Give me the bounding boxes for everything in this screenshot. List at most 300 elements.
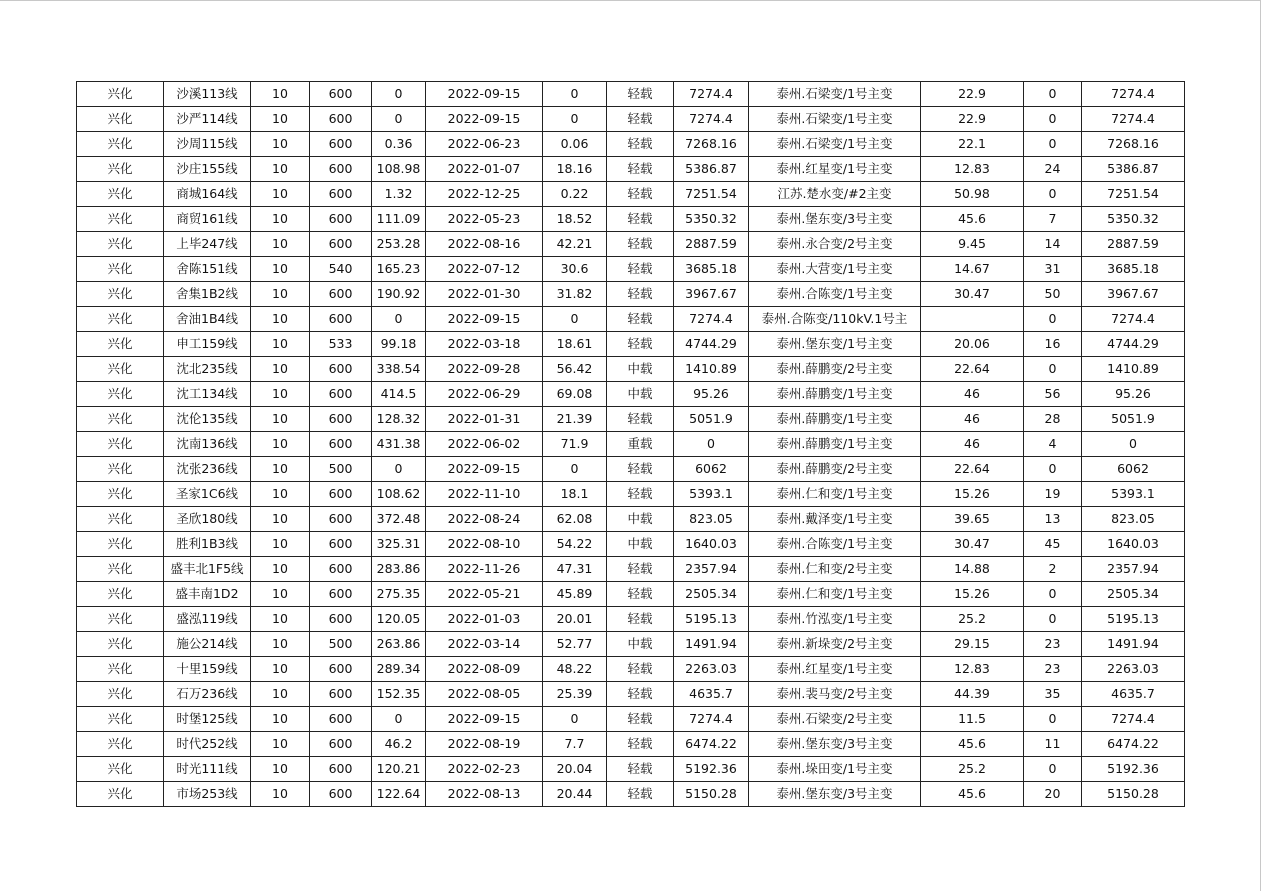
transformer-cell: 泰州.大营变/1号主变	[749, 257, 921, 282]
table-row	[77, 282, 1185, 307]
remaining-capacity-cell: 5051.9	[1082, 407, 1185, 432]
transformer-load-rate-cell: 20.06	[921, 332, 1024, 357]
transformer-load-rate-cell: 45.6	[921, 207, 1024, 232]
load-status-cell: 中载	[607, 507, 674, 532]
load-status-cell: 轻载	[607, 232, 674, 257]
line-name-cell: 时堡125线	[164, 707, 251, 732]
available-capacity-cell: 5051.9	[674, 407, 749, 432]
max-load-cell: 122.64	[372, 782, 426, 807]
date-cell: 2022-06-02	[426, 432, 543, 457]
transformer-cell: 泰州.薛鹏变/1号主变	[749, 382, 921, 407]
table-row	[77, 632, 1185, 657]
capacity-cell: 600	[310, 507, 372, 532]
remaining-capacity-cell: 5195.13	[1082, 607, 1185, 632]
user-count-cell: 0	[1024, 607, 1082, 632]
capacity-cell: 533	[310, 332, 372, 357]
load-rate-cell: 20.04	[543, 757, 607, 782]
load-rate-cell: 47.31	[543, 557, 607, 582]
capacity-cell: 600	[310, 357, 372, 382]
max-load-cell: 108.62	[372, 482, 426, 507]
voltage-cell: 10	[251, 132, 310, 157]
voltage-cell: 10	[251, 407, 310, 432]
voltage-cell: 10	[251, 707, 310, 732]
table-row	[77, 532, 1185, 557]
capacity-cell: 540	[310, 257, 372, 282]
transformer-load-rate-cell: 12.83	[921, 657, 1024, 682]
load-status-cell: 重载	[607, 432, 674, 457]
load-rate-cell: 21.39	[543, 407, 607, 432]
line-name-cell: 时光111线	[164, 757, 251, 782]
transformer-load-rate-cell: 46	[921, 407, 1024, 432]
district-cell: 兴化	[77, 707, 164, 732]
load-rate-cell: 18.1	[543, 482, 607, 507]
voltage-cell: 10	[251, 182, 310, 207]
transformer-cell: 泰州.戴泽变/1号主变	[749, 507, 921, 532]
capacity-cell: 600	[310, 582, 372, 607]
transformer-cell: 泰州.合陈变/1号主变	[749, 532, 921, 557]
transformer-cell: 泰州.永合变/2号主变	[749, 232, 921, 257]
user-count-cell: 0	[1024, 582, 1082, 607]
remaining-capacity-cell: 6062	[1082, 457, 1185, 482]
capacity-cell: 600	[310, 557, 372, 582]
voltage-cell: 10	[251, 332, 310, 357]
available-capacity-cell: 4744.29	[674, 332, 749, 357]
voltage-cell: 10	[251, 782, 310, 807]
transformer-load-rate-cell: 15.26	[921, 582, 1024, 607]
remaining-capacity-cell: 2263.03	[1082, 657, 1185, 682]
transformer-load-rate-cell: 22.1	[921, 132, 1024, 157]
user-count-cell: 0	[1024, 182, 1082, 207]
voltage-cell: 10	[251, 157, 310, 182]
remaining-capacity-cell: 6474.22	[1082, 732, 1185, 757]
line-name-cell: 市场253线	[164, 782, 251, 807]
load-status-cell: 轻载	[607, 82, 674, 107]
transformer-load-rate-cell: 50.98	[921, 182, 1024, 207]
date-cell: 2022-09-15	[426, 707, 543, 732]
load-status-cell: 轻载	[607, 607, 674, 632]
voltage-cell: 10	[251, 757, 310, 782]
transformer-cell: 泰州.竹泓变/1号主变	[749, 607, 921, 632]
load-status-cell: 轻载	[607, 182, 674, 207]
line-name-cell: 沈张236线	[164, 457, 251, 482]
user-count-cell: 19	[1024, 482, 1082, 507]
transformer-cell: 泰州.堡东变/3号主变	[749, 207, 921, 232]
district-cell: 兴化	[77, 557, 164, 582]
load-rate-cell: 0	[543, 307, 607, 332]
user-count-cell: 16	[1024, 332, 1082, 357]
available-capacity-cell: 0	[674, 432, 749, 457]
user-count-cell: 0	[1024, 707, 1082, 732]
transformer-cell: 泰州.石梁变/1号主变	[749, 132, 921, 157]
transformer-load-rate-cell: 12.83	[921, 157, 1024, 182]
user-count-cell: 23	[1024, 632, 1082, 657]
available-capacity-cell: 6062	[674, 457, 749, 482]
date-cell: 2022-08-09	[426, 657, 543, 682]
load-status-cell: 轻载	[607, 332, 674, 357]
table-row	[77, 582, 1185, 607]
table-row	[77, 657, 1185, 682]
user-count-cell: 4	[1024, 432, 1082, 457]
district-cell: 兴化	[77, 132, 164, 157]
load-status-cell: 中载	[607, 357, 674, 382]
transformer-cell: 泰州.红星变/1号主变	[749, 657, 921, 682]
user-count-cell: 24	[1024, 157, 1082, 182]
remaining-capacity-cell: 5386.87	[1082, 157, 1185, 182]
transformer-load-rate-cell: 39.65	[921, 507, 1024, 532]
user-count-cell: 0	[1024, 107, 1082, 132]
transformer-load-rate-cell: 15.26	[921, 482, 1024, 507]
transformer-load-rate-cell: 14.67	[921, 257, 1024, 282]
available-capacity-cell: 5386.87	[674, 157, 749, 182]
load-status-cell: 轻载	[607, 207, 674, 232]
capacity-cell: 600	[310, 757, 372, 782]
load-status-cell: 轻载	[607, 682, 674, 707]
available-capacity-cell: 7274.4	[674, 107, 749, 132]
date-cell: 2022-09-15	[426, 457, 543, 482]
transformer-cell: 泰州.石梁变/1号主变	[749, 82, 921, 107]
available-capacity-cell: 5393.1	[674, 482, 749, 507]
remaining-capacity-cell: 4744.29	[1082, 332, 1185, 357]
line-name-cell: 上毕247线	[164, 232, 251, 257]
load-status-cell: 轻载	[607, 282, 674, 307]
available-capacity-cell: 2505.34	[674, 582, 749, 607]
transformer-load-rate-cell: 22.64	[921, 457, 1024, 482]
date-cell: 2022-01-07	[426, 157, 543, 182]
available-capacity-cell: 2887.59	[674, 232, 749, 257]
line-name-cell: 沙严114线	[164, 107, 251, 132]
capacity-cell: 600	[310, 307, 372, 332]
line-name-cell: 十里159线	[164, 657, 251, 682]
district-cell: 兴化	[77, 232, 164, 257]
capacity-cell: 500	[310, 632, 372, 657]
line-name-cell: 商贸161线	[164, 207, 251, 232]
district-cell: 兴化	[77, 332, 164, 357]
capacity-cell: 600	[310, 157, 372, 182]
voltage-cell: 10	[251, 382, 310, 407]
district-cell: 兴化	[77, 457, 164, 482]
capacity-cell: 600	[310, 382, 372, 407]
date-cell: 2022-09-15	[426, 307, 543, 332]
voltage-cell: 10	[251, 482, 310, 507]
voltage-cell: 10	[251, 357, 310, 382]
voltage-cell: 10	[251, 732, 310, 757]
available-capacity-cell: 3967.67	[674, 282, 749, 307]
transformer-cell: 泰州.垛田变/1号主变	[749, 757, 921, 782]
line-name-cell: 舍油1B4线	[164, 307, 251, 332]
date-cell: 2022-12-25	[426, 182, 543, 207]
transformer-load-rate-cell: 46	[921, 432, 1024, 457]
line-name-cell: 施公214线	[164, 632, 251, 657]
load-rate-cell: 0	[543, 707, 607, 732]
remaining-capacity-cell: 7274.4	[1082, 307, 1185, 332]
table-row	[77, 207, 1185, 232]
load-status-cell: 轻载	[607, 657, 674, 682]
line-name-cell: 沈南136线	[164, 432, 251, 457]
load-rate-cell: 0	[543, 107, 607, 132]
max-load-cell: 431.38	[372, 432, 426, 457]
user-count-cell: 0	[1024, 357, 1082, 382]
available-capacity-cell: 1640.03	[674, 532, 749, 557]
table-row	[77, 132, 1185, 157]
transformer-cell: 泰州.堡东变/1号主变	[749, 332, 921, 357]
transformer-load-rate-cell: 30.47	[921, 532, 1024, 557]
load-rate-cell: 20.01	[543, 607, 607, 632]
district-cell: 兴化	[77, 82, 164, 107]
user-count-cell: 13	[1024, 507, 1082, 532]
max-load-cell: 120.21	[372, 757, 426, 782]
voltage-cell: 10	[251, 207, 310, 232]
district-cell: 兴化	[77, 432, 164, 457]
load-rate-cell: 62.08	[543, 507, 607, 532]
district-cell: 兴化	[77, 632, 164, 657]
load-rate-cell: 54.22	[543, 532, 607, 557]
capacity-cell: 500	[310, 457, 372, 482]
transformer-cell: 泰州.新垛变/2号主变	[749, 632, 921, 657]
date-cell: 2022-09-15	[426, 82, 543, 107]
load-rate-cell: 71.9	[543, 432, 607, 457]
max-load-cell: 0	[372, 307, 426, 332]
transformer-cell: 泰州.堡东变/3号主变	[749, 782, 921, 807]
table-row	[77, 757, 1185, 782]
date-cell: 2022-09-28	[426, 357, 543, 382]
line-name-cell: 沙周115线	[164, 132, 251, 157]
remaining-capacity-cell: 2887.59	[1082, 232, 1185, 257]
voltage-cell: 10	[251, 282, 310, 307]
transformer-load-rate-cell: 29.15	[921, 632, 1024, 657]
voltage-cell: 10	[251, 107, 310, 132]
transformer-load-rate-cell: 45.6	[921, 782, 1024, 807]
load-rate-cell: 45.89	[543, 582, 607, 607]
remaining-capacity-cell: 7274.4	[1082, 82, 1185, 107]
max-load-cell: 414.5	[372, 382, 426, 407]
transformer-load-rate-cell: 44.39	[921, 682, 1024, 707]
capacity-cell: 600	[310, 407, 372, 432]
table-row	[77, 257, 1185, 282]
date-cell: 2022-02-23	[426, 757, 543, 782]
date-cell: 2022-07-12	[426, 257, 543, 282]
load-status-cell: 轻载	[607, 107, 674, 132]
remaining-capacity-cell: 95.26	[1082, 382, 1185, 407]
user-count-cell: 45	[1024, 532, 1082, 557]
transformer-cell: 泰州.薛鹏变/1号主变	[749, 432, 921, 457]
user-count-cell: 35	[1024, 682, 1082, 707]
available-capacity-cell: 7268.16	[674, 132, 749, 157]
load-rate-cell: 0	[543, 457, 607, 482]
remaining-capacity-cell: 7268.16	[1082, 132, 1185, 157]
table-row	[77, 707, 1185, 732]
load-rate-cell: 0.22	[543, 182, 607, 207]
load-status-cell: 轻载	[607, 157, 674, 182]
transformer-cell: 泰州.仁和变/1号主变	[749, 582, 921, 607]
user-count-cell: 0	[1024, 457, 1082, 482]
transformer-cell: 泰州.仁和变/2号主变	[749, 557, 921, 582]
transformer-load-rate-cell: 22.64	[921, 357, 1024, 382]
load-status-cell: 轻载	[607, 757, 674, 782]
available-capacity-cell: 4635.7	[674, 682, 749, 707]
max-load-cell: 0	[372, 107, 426, 132]
load-rate-cell: 0	[543, 82, 607, 107]
load-status-cell: 轻载	[607, 457, 674, 482]
district-cell: 兴化	[77, 732, 164, 757]
table-row	[77, 357, 1185, 382]
load-rate-cell: 0.06	[543, 132, 607, 157]
district-cell: 兴化	[77, 357, 164, 382]
remaining-capacity-cell: 5350.32	[1082, 207, 1185, 232]
transformer-cell: 泰州.薛鹏变/1号主变	[749, 407, 921, 432]
max-load-cell: 253.28	[372, 232, 426, 257]
voltage-cell: 10	[251, 582, 310, 607]
line-name-cell: 沙庄155线	[164, 157, 251, 182]
table-row	[77, 682, 1185, 707]
load-rate-cell: 18.61	[543, 332, 607, 357]
max-load-cell: 0.36	[372, 132, 426, 157]
user-count-cell: 0	[1024, 757, 1082, 782]
table-row	[77, 382, 1185, 407]
table-row	[77, 332, 1185, 357]
max-load-cell: 152.35	[372, 682, 426, 707]
voltage-cell: 10	[251, 457, 310, 482]
max-load-cell: 111.09	[372, 207, 426, 232]
line-name-cell: 盛丰南1D2	[164, 582, 251, 607]
remaining-capacity-cell: 1491.94	[1082, 632, 1185, 657]
voltage-cell: 10	[251, 532, 310, 557]
available-capacity-cell: 5192.36	[674, 757, 749, 782]
table-row	[77, 457, 1185, 482]
user-count-cell: 11	[1024, 732, 1082, 757]
load-status-cell: 轻载	[607, 557, 674, 582]
remaining-capacity-cell: 823.05	[1082, 507, 1185, 532]
date-cell: 2022-01-30	[426, 282, 543, 307]
max-load-cell: 108.98	[372, 157, 426, 182]
remaining-capacity-cell: 5192.36	[1082, 757, 1185, 782]
table-row	[77, 82, 1185, 107]
transformer-load-rate-cell	[921, 307, 1024, 332]
line-name-cell: 沈伦135线	[164, 407, 251, 432]
transformer-load-rate-cell: 46	[921, 382, 1024, 407]
load-rate-cell: 25.39	[543, 682, 607, 707]
voltage-cell: 10	[251, 232, 310, 257]
max-load-cell: 263.86	[372, 632, 426, 657]
transformer-cell: 泰州.红星变/1号主变	[749, 157, 921, 182]
capacity-cell: 600	[310, 107, 372, 132]
max-load-cell: 275.35	[372, 582, 426, 607]
load-rate-cell: 18.52	[543, 207, 607, 232]
date-cell: 2022-03-18	[426, 332, 543, 357]
line-name-cell: 圣欣180线	[164, 507, 251, 532]
voltage-cell: 10	[251, 82, 310, 107]
table-row	[77, 182, 1185, 207]
voltage-cell: 10	[251, 307, 310, 332]
load-rate-cell: 30.6	[543, 257, 607, 282]
load-status-cell: 中载	[607, 632, 674, 657]
available-capacity-cell: 7251.54	[674, 182, 749, 207]
load-status-cell: 轻载	[607, 582, 674, 607]
transformer-load-rate-cell: 11.5	[921, 707, 1024, 732]
load-rate-cell: 31.82	[543, 282, 607, 307]
available-capacity-cell: 3685.18	[674, 257, 749, 282]
max-load-cell: 325.31	[372, 532, 426, 557]
capacity-cell: 600	[310, 82, 372, 107]
table-row	[77, 232, 1185, 257]
line-name-cell: 沙溪113线	[164, 82, 251, 107]
district-cell: 兴化	[77, 582, 164, 607]
remaining-capacity-cell: 7274.4	[1082, 707, 1185, 732]
date-cell: 2022-08-16	[426, 232, 543, 257]
voltage-cell: 10	[251, 657, 310, 682]
load-rate-cell: 20.44	[543, 782, 607, 807]
load-status-cell: 轻载	[607, 732, 674, 757]
remaining-capacity-cell: 2505.34	[1082, 582, 1185, 607]
transformer-cell: 泰州.石梁变/2号主变	[749, 707, 921, 732]
max-load-cell: 190.92	[372, 282, 426, 307]
table-row	[77, 482, 1185, 507]
transformer-cell: 泰州.石梁变/1号主变	[749, 107, 921, 132]
date-cell: 2022-06-29	[426, 382, 543, 407]
transformer-cell: 泰州.薛鹏变/2号主变	[749, 357, 921, 382]
district-cell: 兴化	[77, 482, 164, 507]
max-load-cell: 165.23	[372, 257, 426, 282]
user-count-cell: 31	[1024, 257, 1082, 282]
transformer-cell: 泰州.合陈变/110kV.1号主	[749, 307, 921, 332]
table-row	[77, 107, 1185, 132]
voltage-cell: 10	[251, 257, 310, 282]
transformer-cell: 泰州.堡东变/3号主变	[749, 732, 921, 757]
table-row	[77, 607, 1185, 632]
table-row	[77, 157, 1185, 182]
line-name-cell: 舍陈151线	[164, 257, 251, 282]
date-cell: 2022-08-19	[426, 732, 543, 757]
line-name-cell: 舍集1B2线	[164, 282, 251, 307]
max-load-cell: 0	[372, 457, 426, 482]
capacity-cell: 600	[310, 282, 372, 307]
line-name-cell: 沈北235线	[164, 357, 251, 382]
max-load-cell: 283.86	[372, 557, 426, 582]
user-count-cell: 28	[1024, 407, 1082, 432]
load-status-cell: 轻载	[607, 407, 674, 432]
transformer-cell: 泰州.仁和变/1号主变	[749, 482, 921, 507]
load-rate-cell: 42.21	[543, 232, 607, 257]
available-capacity-cell: 2263.03	[674, 657, 749, 682]
available-capacity-cell: 95.26	[674, 382, 749, 407]
date-cell: 2022-11-26	[426, 557, 543, 582]
district-cell: 兴化	[77, 257, 164, 282]
max-load-cell: 338.54	[372, 357, 426, 382]
user-count-cell: 0	[1024, 307, 1082, 332]
date-cell: 2022-01-03	[426, 607, 543, 632]
line-name-cell: 申工159线	[164, 332, 251, 357]
district-cell: 兴化	[77, 307, 164, 332]
capacity-cell: 600	[310, 682, 372, 707]
table-body	[77, 82, 1185, 807]
line-name-cell: 胜利1B3线	[164, 532, 251, 557]
voltage-cell: 10	[251, 632, 310, 657]
district-cell: 兴化	[77, 757, 164, 782]
date-cell: 2022-11-10	[426, 482, 543, 507]
max-load-cell: 1.32	[372, 182, 426, 207]
available-capacity-cell: 2357.94	[674, 557, 749, 582]
table-row	[77, 732, 1185, 757]
transformer-cell: 泰州.薛鹏变/2号主变	[749, 457, 921, 482]
available-capacity-cell: 5350.32	[674, 207, 749, 232]
voltage-cell: 10	[251, 432, 310, 457]
table-row	[77, 782, 1185, 807]
user-count-cell: 23	[1024, 657, 1082, 682]
capacity-cell: 600	[310, 207, 372, 232]
date-cell: 2022-08-05	[426, 682, 543, 707]
district-cell: 兴化	[77, 282, 164, 307]
max-load-cell: 46.2	[372, 732, 426, 757]
table-row	[77, 407, 1185, 432]
